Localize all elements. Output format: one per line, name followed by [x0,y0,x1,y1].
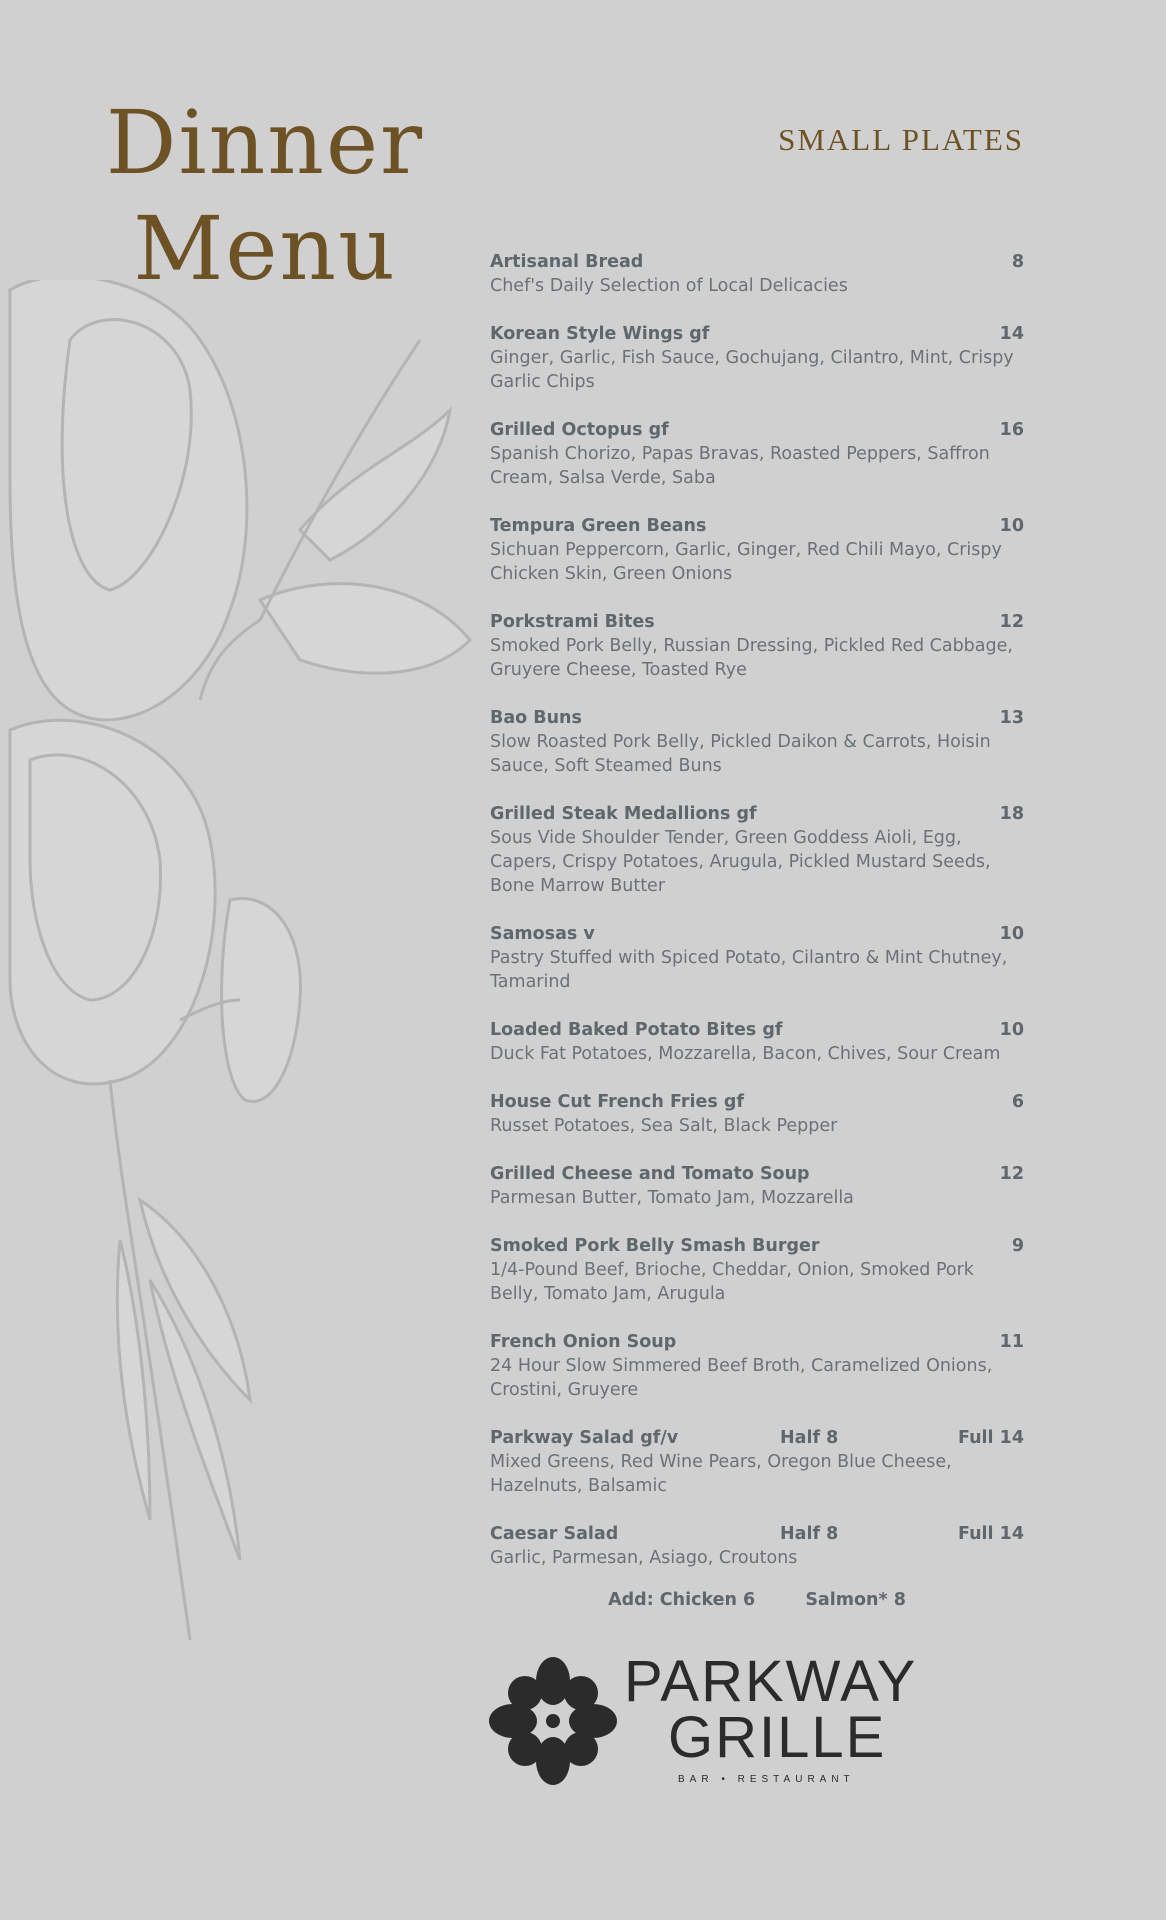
menu-item-description: 1/4-Pound Beef, Brioche, Cheddar, Onion, Smoked Pork Belly, Tomato Jam, Arugula [490,1260,974,1304]
menu-item-header [490,802,1024,826]
menu-item-description: Parmesan Butter, Tomato Jam, Mozzarella [490,1188,854,1208]
menu-item [490,1090,1024,1138]
menu-item-header [490,418,1024,442]
menu-item-price: 8 [1011,252,1024,272]
menu-item-name: Grilled Steak Medallions gf [490,804,757,824]
menu-item-header [490,922,1024,946]
menu-item-price: 10 [999,924,1024,944]
menu-item-description: Slow Roasted Pork Belly, Pickled Daikon & Carrots, Hoisin Sauce, Soft Steamed Buns [490,732,991,776]
title-line-dinner: Dinner [105,91,425,194]
menu-item [490,922,1024,994]
page-title [90,90,440,302]
salad-item-name: Parkway Salad gf/v [490,1428,679,1448]
salad-item-header [490,1522,1024,1546]
menu-item-description: Duck Fat Potatoes, Mozzarella, Bacon, Chives, Sour Cream [490,1044,1001,1064]
menu-item [490,802,1024,898]
menu-item-name: Korean Style Wings gf [490,324,710,344]
section-heading: SMALL PLATES [778,122,1024,157]
menu-item-name: Tempura Green Beans [490,516,707,536]
addon-salmon: Salmon* 8 [805,1590,906,1610]
menu-item-name: Grilled Cheese and Tomato Soup [490,1164,810,1184]
addon-chicken: Add: Chicken 6 [608,1590,756,1610]
menu-item [490,1330,1024,1402]
menu-item-name: Smoked Pork Belly Smash Burger [490,1236,820,1256]
menu-item-price: 14 [999,324,1024,344]
menu-item-price: 16 [999,420,1024,440]
menu-item-header [490,610,1024,634]
menu-item [490,610,1024,682]
menu-item-price: 10 [999,516,1024,536]
menu-item-description: Spanish Chorizo, Papas Bravas, Roasted Peppers, Saffron Cream, Salsa Verde, Saba [490,444,990,488]
logo-tagline: BAR • RESTAURANT [678,1774,855,1785]
menu-item-price: 9 [1011,1236,1024,1256]
menu-item-header [490,706,1024,730]
menu-item [490,1234,1024,1306]
menu-item-name: Grilled Octopus gf [490,420,669,440]
restaurant-logo [488,1649,918,1792]
flower-logo-icon [488,1656,618,1786]
menu-item-description: Sous Vide Shoulder Tender, Green Goddess Aioli, Egg, Capers, Crispy Potatoes, Arugula, Pickled Mustard Seeds, Bone Marrow Butter [490,828,991,896]
salad-addons [490,1590,1024,1610]
menu-item-description: 24 Hour Slow Simmered Beef Broth, Caramelized Onions, Crostini, Gruyere [490,1356,993,1400]
menu-item-price: 11 [999,1332,1024,1352]
menu-item-price: 10 [999,1020,1024,1040]
menu-item-description: Chef's Daily Selection of Local Delicacies [490,276,848,296]
menu-item [490,514,1024,586]
salad-item [490,1522,1024,1570]
menu-item-price: 18 [999,804,1024,824]
menu-item-price: 12 [999,612,1024,632]
menu-item-description: Smoked Pork Belly, Russian Dressing, Pickled Red Cabbage, Gruyere Cheese, Toasted Rye [490,636,1013,680]
menu-item-name: Samosas v [490,924,595,944]
menu-item [490,706,1024,778]
menu-item-header [490,322,1024,346]
menu-item [490,250,1024,298]
salad-half-price: Half 8 [780,1524,839,1544]
menu-item-description: Pastry Stuffed with Spiced Potato, Cilantro & Mint Chutney, Tamarind [490,948,1008,992]
menu-item-header [490,1330,1024,1354]
menu-item-header [490,1018,1024,1042]
menu-item [490,322,1024,394]
menu-item-header [490,1090,1024,1114]
title-line-menu: Menu [133,197,397,300]
salad-full-price: Full 14 [958,1428,1024,1448]
salad-item [490,1426,1024,1498]
menu-item-header [490,1234,1024,1258]
menu-item [490,418,1024,490]
menu-item-name: Bao Buns [490,708,582,728]
salad-item-header [490,1426,1024,1450]
salad-item-description: Garlic, Parmesan, Asiago, Croutons [490,1548,798,1568]
logo-text-parkway: PARKWAY [624,1649,918,1714]
menu-item-name: House Cut French Fries gf [490,1092,744,1112]
menu-item-price: 13 [999,708,1024,728]
salad-full-price: Full 14 [958,1524,1024,1544]
menu-item-name: Loaded Baked Potato Bites gf [490,1020,783,1040]
salad-item-name: Caesar Salad [490,1524,619,1544]
menu-item-name: Artisanal Bread [490,252,644,272]
menu-item-name: Porkstrami Bites [490,612,655,632]
menu-item-description: Sichuan Peppercorn, Garlic, Ginger, Red Chili Mayo, Crispy Chicken Skin, Green Onions [490,540,1002,584]
salad-half-price: Half 8 [780,1428,839,1448]
floral-illustration [0,280,520,1660]
menu-item [490,1018,1024,1066]
menu-item-description: Ginger, Garlic, Fish Sauce, Gochujang, Cilantro, Mint, Crispy Garlic Chips [490,348,1014,392]
menu-list [490,250,1024,1594]
logo-text-grille: GRILLE [668,1705,887,1770]
menu-item-name: French Onion Soup [490,1332,677,1352]
menu-item-description: Russet Potatoes, Sea Salt, Black Pepper [490,1116,838,1136]
menu-item-header [490,250,1024,274]
menu-item [490,1162,1024,1210]
menu-item-price: 12 [999,1164,1024,1184]
menu-item-header [490,514,1024,538]
menu-item-price: 6 [1011,1092,1024,1112]
salad-item-description: Mixed Greens, Red Wine Pears, Oregon Blue Cheese, Hazelnuts, Balsamic [490,1452,952,1496]
menu-item-header [490,1162,1024,1186]
